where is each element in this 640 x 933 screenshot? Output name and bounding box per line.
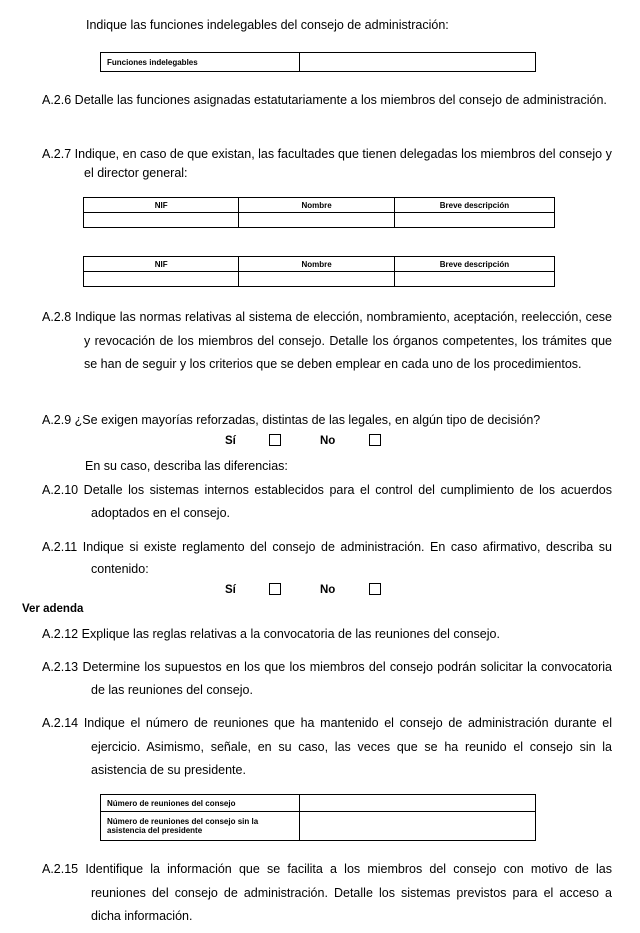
cell-nombre[interactable] [239, 213, 394, 228]
yes-checkbox[interactable] [269, 583, 281, 595]
section-number: A.2.7 [42, 147, 72, 161]
section-text: Identifique la información que se facilita a los miembros del consejo con motivo de las reuniones del consejo de administración. Detalle los sistemas previstos para el acceso a dicha información. [85, 862, 612, 923]
reuniones-table [100, 794, 536, 841]
section-a214 [42, 712, 612, 783]
section-number: A.2.6 [42, 93, 72, 107]
cell-nif[interactable] [84, 272, 239, 287]
no-checkbox[interactable] [369, 434, 381, 446]
section-number: A.2.8 [42, 310, 72, 324]
section-text: Detalle los sistemas internos establecidos para el control del cumplimiento de los acuerdos adoptados en el consejo. [83, 483, 612, 520]
section-a28 [42, 306, 612, 377]
section-text: Detalle las funciones asignadas estatutariamente a los miembros del consejo de administración. [74, 93, 607, 107]
header-nombre: Nombre [239, 257, 394, 272]
section-number: A.2.15 [42, 862, 79, 876]
yes-label: Sí [225, 584, 236, 596]
cell-nif[interactable] [84, 213, 239, 228]
cell-nombre[interactable] [239, 272, 394, 287]
funciones-indelegables-table [100, 52, 536, 72]
section-number: A.2.14 [42, 716, 79, 730]
funciones-indelegables-label: Funciones indelegables [101, 53, 300, 72]
section-a213 [42, 656, 612, 702]
section-text: Indique si existe reglamento del consejo de administración. En caso afirmativo, describa su contenido: [82, 540, 612, 576]
section-a212 [42, 623, 612, 645]
reuniones-sin-presidente-label: Número de reuniones del consejo sin la asistencia del presidente [101, 812, 300, 841]
section-text: Indique las normas relativas al sistema de elección, nombramiento, aceptación, reelección, cese y revocación de los miembros del consejo. Detalle los órganos competentes, los trámites que se han de seguir y los criterios que se deben emplear en cada uno de los procedimientos. [74, 310, 612, 371]
section-text: ¿Se exigen mayorías reforzadas, distintas de las legales, en algún tipo de decisión? [74, 413, 541, 427]
differences-text: En su caso, describa las diferencias: [85, 459, 288, 473]
header-nif: NIF [84, 257, 239, 272]
section-a29 [42, 409, 612, 431]
ver-adenda-link[interactable]: Ver adenda [22, 603, 84, 615]
section-number: A.2.11 [42, 540, 78, 554]
no-label: No [320, 584, 336, 596]
section-text: Indique el número de reuniones que ha mantenido el consejo de administración durante el ejercicio. Asimismo, señale, en su caso, las veces que se ha reunido el consejo sin la asistencia de su presidente. [83, 716, 612, 777]
section-number: A.2.13 [42, 660, 79, 674]
facultades-table-2 [83, 256, 555, 287]
section-text: Indique, en caso de que existan, las facultades que tienen delegadas los miembros del consejo y el director general: [74, 147, 612, 180]
yes-label: Sí [225, 435, 236, 447]
facultades-table-1 [83, 197, 555, 228]
cell-descripcion[interactable] [394, 272, 554, 287]
section-a27 [42, 145, 612, 183]
header-descripcion: Breve descripción [394, 198, 554, 213]
intro-text: Indique las funciones indelegables del consejo de administración: [86, 18, 449, 32]
section-a211 [42, 536, 612, 580]
section-a26 [42, 89, 612, 111]
cell-descripcion[interactable] [394, 213, 554, 228]
section-text: Determine los supuestos en los que los miembros del consejo podrán solicitar la convocatoria de las reuniones del consejo. [82, 660, 612, 697]
section-a210 [42, 479, 612, 525]
section-number: A.2.9 [42, 413, 72, 427]
header-descripcion: Breve descripción [394, 257, 554, 272]
section-number: A.2.10 [42, 483, 79, 497]
funciones-indelegables-value[interactable] [300, 53, 536, 72]
yes-checkbox[interactable] [269, 434, 281, 446]
reuniones-sin-presidente-value[interactable] [300, 812, 536, 841]
reuniones-consejo-label: Número de reuniones del consejo [101, 795, 300, 812]
no-checkbox[interactable] [369, 583, 381, 595]
header-nif: NIF [84, 198, 239, 213]
section-number: A.2.12 [42, 627, 79, 641]
section-text: Explique las reglas relativas a la convocatoria de las reuniones del consejo. [81, 627, 500, 641]
header-nombre: Nombre [239, 198, 394, 213]
no-label: No [320, 435, 336, 447]
reuniones-consejo-value[interactable] [300, 795, 536, 812]
section-a215 [42, 858, 612, 929]
